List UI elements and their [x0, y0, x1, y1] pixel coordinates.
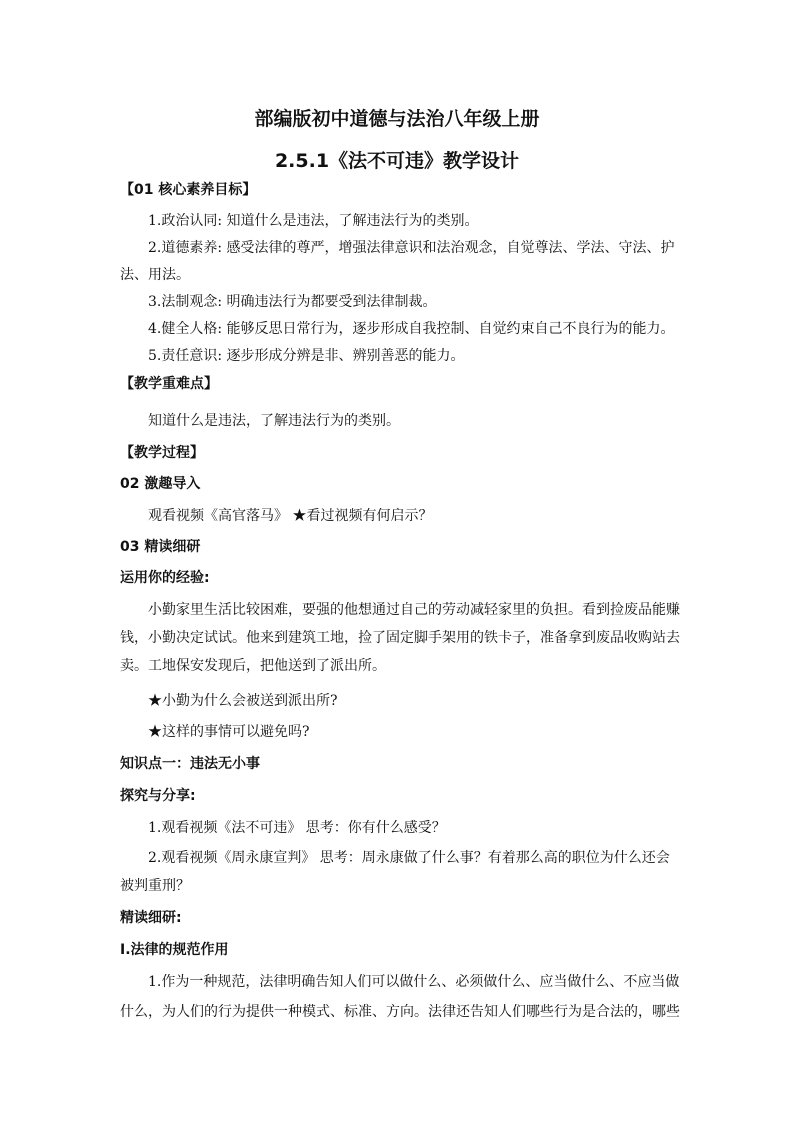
goal-item: 1.政治认同: 知道什么是违法，了解违法行为的类别。: [148, 213, 479, 229]
section-heading-teaching-process: 【教学过程】: [120, 445, 204, 461]
law-role-heading: Ⅰ.法律的规范作用: [120, 942, 229, 958]
experience-heading: 运用你的经验:: [120, 570, 210, 586]
explore-heading: 探究与分享:: [120, 788, 196, 804]
document-subtitle: 2.5.1《法不可违》教学设计: [274, 150, 520, 172]
goal-item: 5.责任意识: 逐步形成分辨是非、辨别善恶的能力。: [148, 348, 465, 364]
step-intro-text: 观看视频《高官落马》 ★看过视频有何启示？: [148, 508, 433, 524]
goal-item: 4.健全人格: 能够反思日常行为，逐步形成自我控制、自觉约束自己不良行为的能力。: [148, 321, 675, 337]
section-heading-core-goals: 【01 核心素养目标】: [120, 182, 257, 198]
goal-item: 2.道德素养: 感受法律的尊严，增强法律意识和法治观念，自觉尊法、学法、守法、护: [148, 240, 675, 256]
document-title: 部编版初中道德与法治八年级上册: [254, 108, 540, 130]
knowledge-point-heading: 知识点一：违法无小事: [120, 756, 260, 772]
explore-line: 2.观看视频《周永康宣判》 思考：周永康做了什么事？有着那么高的职位为什么还会: [148, 850, 670, 866]
goal-item-continued: 法、用法。: [120, 267, 190, 283]
experience-line: 卖。工地保安发现后，把他送到了派出所。: [120, 658, 386, 674]
explore-line: 1.观看视频《法不可违》 思考：你有什么感受？: [148, 820, 446, 836]
experience-line: 钱，小勤决定试试。他来到建筑工地，捡了固定脚手架用的铁卡子，准备拿到废品收购站去: [120, 630, 680, 646]
explore-line-continued: 被判重刑？: [120, 878, 190, 894]
key-points-text: 知道什么是违法，了解违法行为的类别。: [148, 413, 400, 429]
law-role-line: 什么，为人们的行为提供一种模式、标准、方向。法律还告知人们哪些行为是合法的，哪些: [120, 1004, 680, 1020]
law-role-line: 1.作为一种规范，法律明确告知人们可以做什么、必须做什么、应当做什么、不应当做: [148, 974, 680, 990]
section-heading-key-points: 【教学重难点】: [120, 376, 218, 392]
experience-question: ★小勤为什么会被送到派出所?: [148, 693, 338, 709]
step-heading-intro: 02 激趣导入: [120, 476, 201, 492]
goal-item: 3.法制观念: 明确违法行为都要受到法律制裁。: [148, 294, 437, 310]
step-heading-read: 03 精读细研: [120, 539, 201, 555]
experience-question: ★这样的事情可以避免吗?: [148, 724, 310, 740]
read-heading: 精读细研:: [120, 910, 182, 926]
experience-line: 小勤家里生活比较困难，要强的他想通过自己的劳动减轻家里的负担。看到捡废品能赚: [148, 602, 680, 618]
